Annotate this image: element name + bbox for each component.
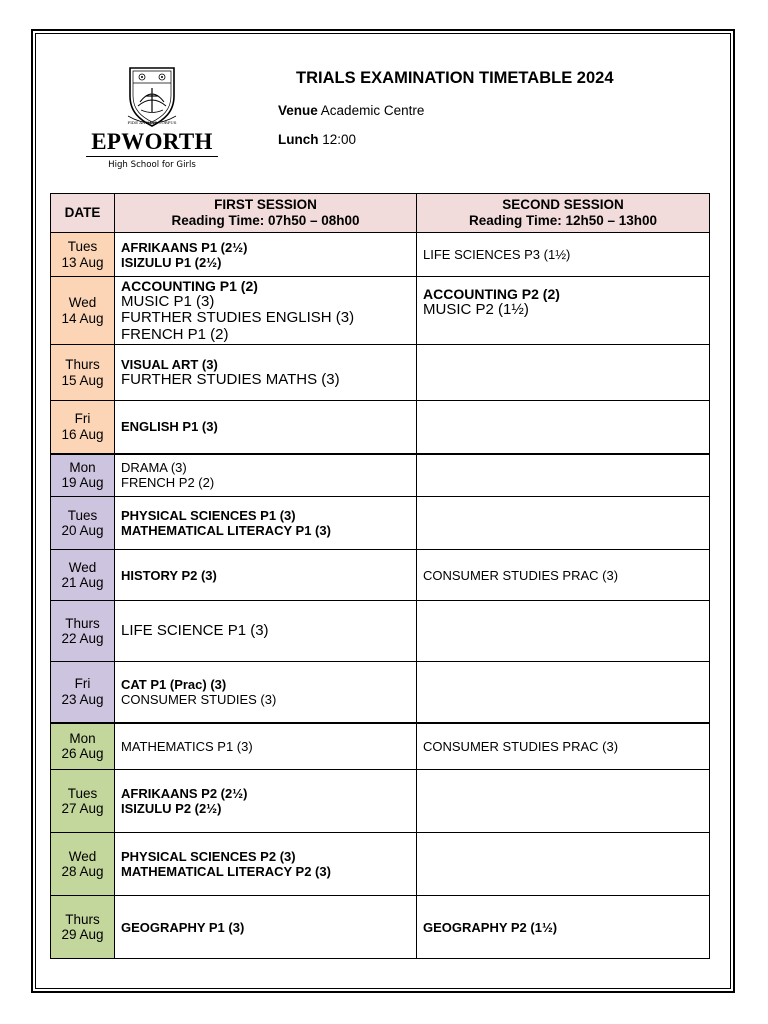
date-cell <box>51 833 115 896</box>
day-label: Wed <box>68 559 97 575</box>
venue-value: Academic Centre <box>320 103 425 118</box>
table-row <box>51 454 710 497</box>
date-label: 13 Aug <box>61 254 104 270</box>
table-row <box>51 401 710 454</box>
exam-entry: ACCOUNTING P1 (2) <box>121 277 258 294</box>
exam-entry: PHYSICAL SCIENCES P1 (3) <box>121 508 296 523</box>
exam-entry: ISIZULU P1 (2½) <box>121 254 222 270</box>
day-label: Thurs <box>65 911 100 927</box>
exam-entry: MATHEMATICAL LITERACY P1 (3) <box>121 523 331 538</box>
date-label: 23 Aug <box>61 691 104 707</box>
page-title: TRIALS EXAMINATION TIMETABLE 2024 <box>296 69 614 87</box>
exam-entry: MATHEMATICS P1 (3) <box>121 738 253 754</box>
exam-entry: ACCOUNTING P2 (2) <box>423 286 560 302</box>
first-session-cell <box>115 601 417 662</box>
date-label: 22 Aug <box>61 631 104 646</box>
lunch-line <box>278 132 356 147</box>
second-session-cell <box>417 833 710 896</box>
second-session-cell <box>417 454 710 497</box>
first-session-cell <box>115 833 417 896</box>
first-session-reading-time: Reading Time: 07h50 – 08h00 <box>171 213 360 228</box>
date-label: 19 Aug <box>61 475 104 491</box>
second-session-cell <box>417 723 710 770</box>
day-label: Tues <box>67 507 98 523</box>
table-row <box>51 770 710 833</box>
date-cell <box>51 723 115 770</box>
venue-label: Venue <box>278 103 318 118</box>
second-session-cell <box>417 550 710 601</box>
date-cell <box>51 345 115 401</box>
date-label: 16 Aug <box>61 426 104 442</box>
day-label: Wed <box>68 295 97 310</box>
date-label: 14 Aug <box>61 310 104 326</box>
second-session-cell <box>417 497 710 550</box>
day-label: Thurs <box>65 615 100 631</box>
date-column-header: DATE <box>51 194 115 233</box>
school-crest-icon <box>126 66 178 128</box>
exam-entry: LIFE SCIENCES P3 (1½) <box>423 247 571 262</box>
exam-entry: CONSUMER STUDIES (3) <box>121 691 277 707</box>
date-cell <box>51 662 115 723</box>
date-cell <box>51 896 115 959</box>
first-session-cell <box>115 896 417 959</box>
exam-entry: CAT P1 (Prac) (3) <box>121 676 227 692</box>
date-cell <box>51 233 115 277</box>
table-row <box>51 662 710 723</box>
table-row <box>51 233 710 277</box>
second-session-header <box>417 194 710 233</box>
exam-entry: MATHEMATICAL LITERACY P2 (3) <box>121 864 331 879</box>
second-session-cell <box>417 401 710 454</box>
exam-entry: MUSIC P1 (3) <box>121 292 215 310</box>
exam-entry: CONSUMER STUDIES PRAC (3) <box>423 738 619 754</box>
second-session-cell <box>417 277 710 345</box>
date-label: 20 Aug <box>61 523 104 538</box>
exam-entry: FRENCH P1 (2) <box>121 325 229 343</box>
exam-entry: PHYSICAL SCIENCES P2 (3) <box>121 849 296 864</box>
second-session-cell <box>417 896 710 959</box>
venue-line <box>278 103 424 118</box>
second-session-cell <box>417 601 710 662</box>
first-session-cell <box>115 454 417 497</box>
first-session-title: FIRST SESSION <box>214 197 317 212</box>
first-session-cell <box>115 497 417 550</box>
date-cell <box>51 770 115 833</box>
first-session-cell <box>115 723 417 770</box>
exam-entry: CONSUMER STUDIES PRAC (3) <box>423 567 619 583</box>
first-session-cell <box>115 345 417 401</box>
exam-entry: FRENCH P2 (2) <box>121 475 215 491</box>
table-row <box>51 550 710 601</box>
table-row <box>51 833 710 896</box>
exam-entry: AFRIKAANS P2 (2½) <box>121 786 248 801</box>
date-cell <box>51 401 115 454</box>
date-cell <box>51 277 115 345</box>
first-session-cell <box>115 277 417 345</box>
second-session-cell <box>417 233 710 277</box>
second-session-reading-time: Reading Time: 12h50 – 13h00 <box>468 213 658 228</box>
date-cell <box>51 550 115 601</box>
day-label: Tues <box>67 239 98 254</box>
date-label: 27 Aug <box>61 801 104 816</box>
date-label: 21 Aug <box>61 575 104 590</box>
table-row <box>51 723 710 770</box>
exam-entry: AFRIKAANS P1 (2½) <box>121 239 248 255</box>
date-label: 15 Aug <box>61 372 104 388</box>
second-session-cell <box>417 345 710 401</box>
first-session-header <box>115 194 417 233</box>
school-logo <box>82 66 222 174</box>
exam-entry: FURTHER STUDIES ENGLISH (3) <box>121 309 355 327</box>
exam-entry: HISTORY P2 (3) <box>121 567 217 583</box>
table-row <box>51 896 710 959</box>
exam-entry: GEOGRAPHY P2 (1½) <box>423 919 558 935</box>
exam-entry: GEOGRAPHY P1 (3) <box>121 919 245 935</box>
table-row <box>51 497 710 550</box>
date-label: 28 Aug <box>61 864 104 879</box>
first-session-cell <box>115 770 417 833</box>
second-session-cell <box>417 770 710 833</box>
date-cell <box>51 601 115 662</box>
second-session-title: SECOND SESSION <box>502 197 624 212</box>
school-subtitle: High School for Girls <box>108 160 196 170</box>
second-session-cell <box>417 662 710 723</box>
date-label: 29 Aug <box>61 927 104 942</box>
exam-entry: VISUAL ART (3) <box>121 356 218 372</box>
lunch-label: Lunch <box>278 132 319 147</box>
first-session-cell <box>115 233 417 277</box>
exam-entry: ENGLISH P1 (3) <box>121 419 218 435</box>
table-header-row <box>51 194 710 233</box>
timetable <box>50 193 710 959</box>
day-label: Fri <box>74 411 91 427</box>
first-session-cell <box>115 550 417 601</box>
day-label: Mon <box>69 730 96 746</box>
date-cell <box>51 454 115 497</box>
date-label: 26 Aug <box>61 746 104 762</box>
table-row <box>51 277 710 345</box>
day-label: Mon <box>69 459 96 475</box>
crest-motto: FIDE ANIMAE CORPUS <box>127 120 177 125</box>
date-cell <box>51 497 115 550</box>
day-label: Tues <box>67 785 98 801</box>
lunch-value: 12:00 <box>322 132 357 147</box>
exam-entry: FURTHER STUDIES MATHS (3) <box>121 370 340 388</box>
logo-divider <box>86 156 218 157</box>
exam-entry: LIFE SCIENCE P1 (3) <box>121 621 269 639</box>
first-session-cell <box>115 401 417 454</box>
day-label: Wed <box>68 848 97 864</box>
exam-entry: DRAMA (3) <box>121 460 187 476</box>
exam-entry: ISIZULU P2 (2½) <box>121 801 222 816</box>
table-row <box>51 345 710 401</box>
day-label: Fri <box>74 676 91 692</box>
first-session-cell <box>115 662 417 723</box>
table-row <box>51 601 710 662</box>
school-name: EPWORTH <box>91 129 213 154</box>
exam-entry: MUSIC P2 (1½) <box>423 301 529 318</box>
day-label: Thurs <box>65 357 100 372</box>
